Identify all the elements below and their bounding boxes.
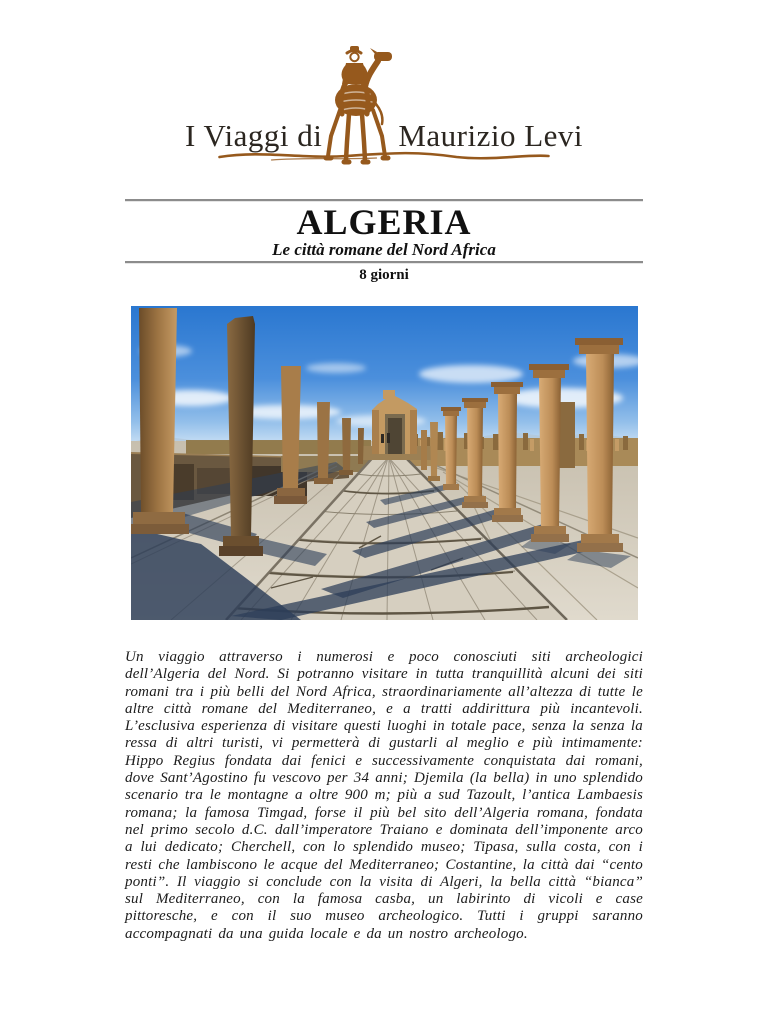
logo-text-right: Maurizio Levi	[398, 118, 584, 153]
logo-text-left: I Viaggi di	[184, 118, 323, 153]
logo	[164, 42, 604, 166]
duration-label: 8 giorni	[359, 267, 409, 283]
title-rule-bottom	[125, 261, 643, 264]
page-title: ALGERIA	[296, 202, 472, 242]
intro-paragraph: Un viaggio attraverso i numerosi e poco conosciuti siti archeologici dell’Algeria del Nord. Si potranno visitare in tutta tranquillità alcuni dei siti romani tra i più belli del Nord Africa, straordinariamente all’altezza di tutte le altre città romane del Mediterraneo, e a tratti addirittura più incantevoli. L’esclusiva esperienza di visitare questi luoghi in totale pace, senza la senza la ressa di altri turisti, vi permetterà di gustarli al meglio e più intimamente: Hippo Regius fondata dai fenici e successivamente conquistata dai romani, dove Sant’Agostino fu vescovo per 34 anni; Djemila (la bella) in uno splendido scenario tra le montagne a oltre 900 m; più a sud Tazoult, l’antica Lambaesis romana; la famosa Timgad, forse il più bel sito dell’Algeria romana, fondata nel primo secolo d.C. dall’imperatore Traiano e dominata dell’imponente arco a lui dedicato; Cherchell, con lo splendido museo; Tipasa, sulla costa, con i resti che lambiscono le acque del Mediterraneo; Costantine, la città dai “cento ponti”. Il viaggio si conclude con la visita di Algeri, la bella città “bianca” sul Mediterraneo, con la famosa casba, un labirinto di vicoli e case pittoresche, e con il suo museo archeologico. Tutti i gruppi saranno accompagnati da una guida locale e da un nostro archeologo.	[125, 649, 643, 942]
camel-rider-icon	[314, 44, 406, 168]
timgad-photo	[131, 306, 638, 620]
document-page	[0, 42, 768, 943]
logo-row	[164, 44, 604, 166]
page-subtitle: Le città romane del Nord Africa	[272, 240, 496, 259]
title-block	[125, 199, 643, 284]
